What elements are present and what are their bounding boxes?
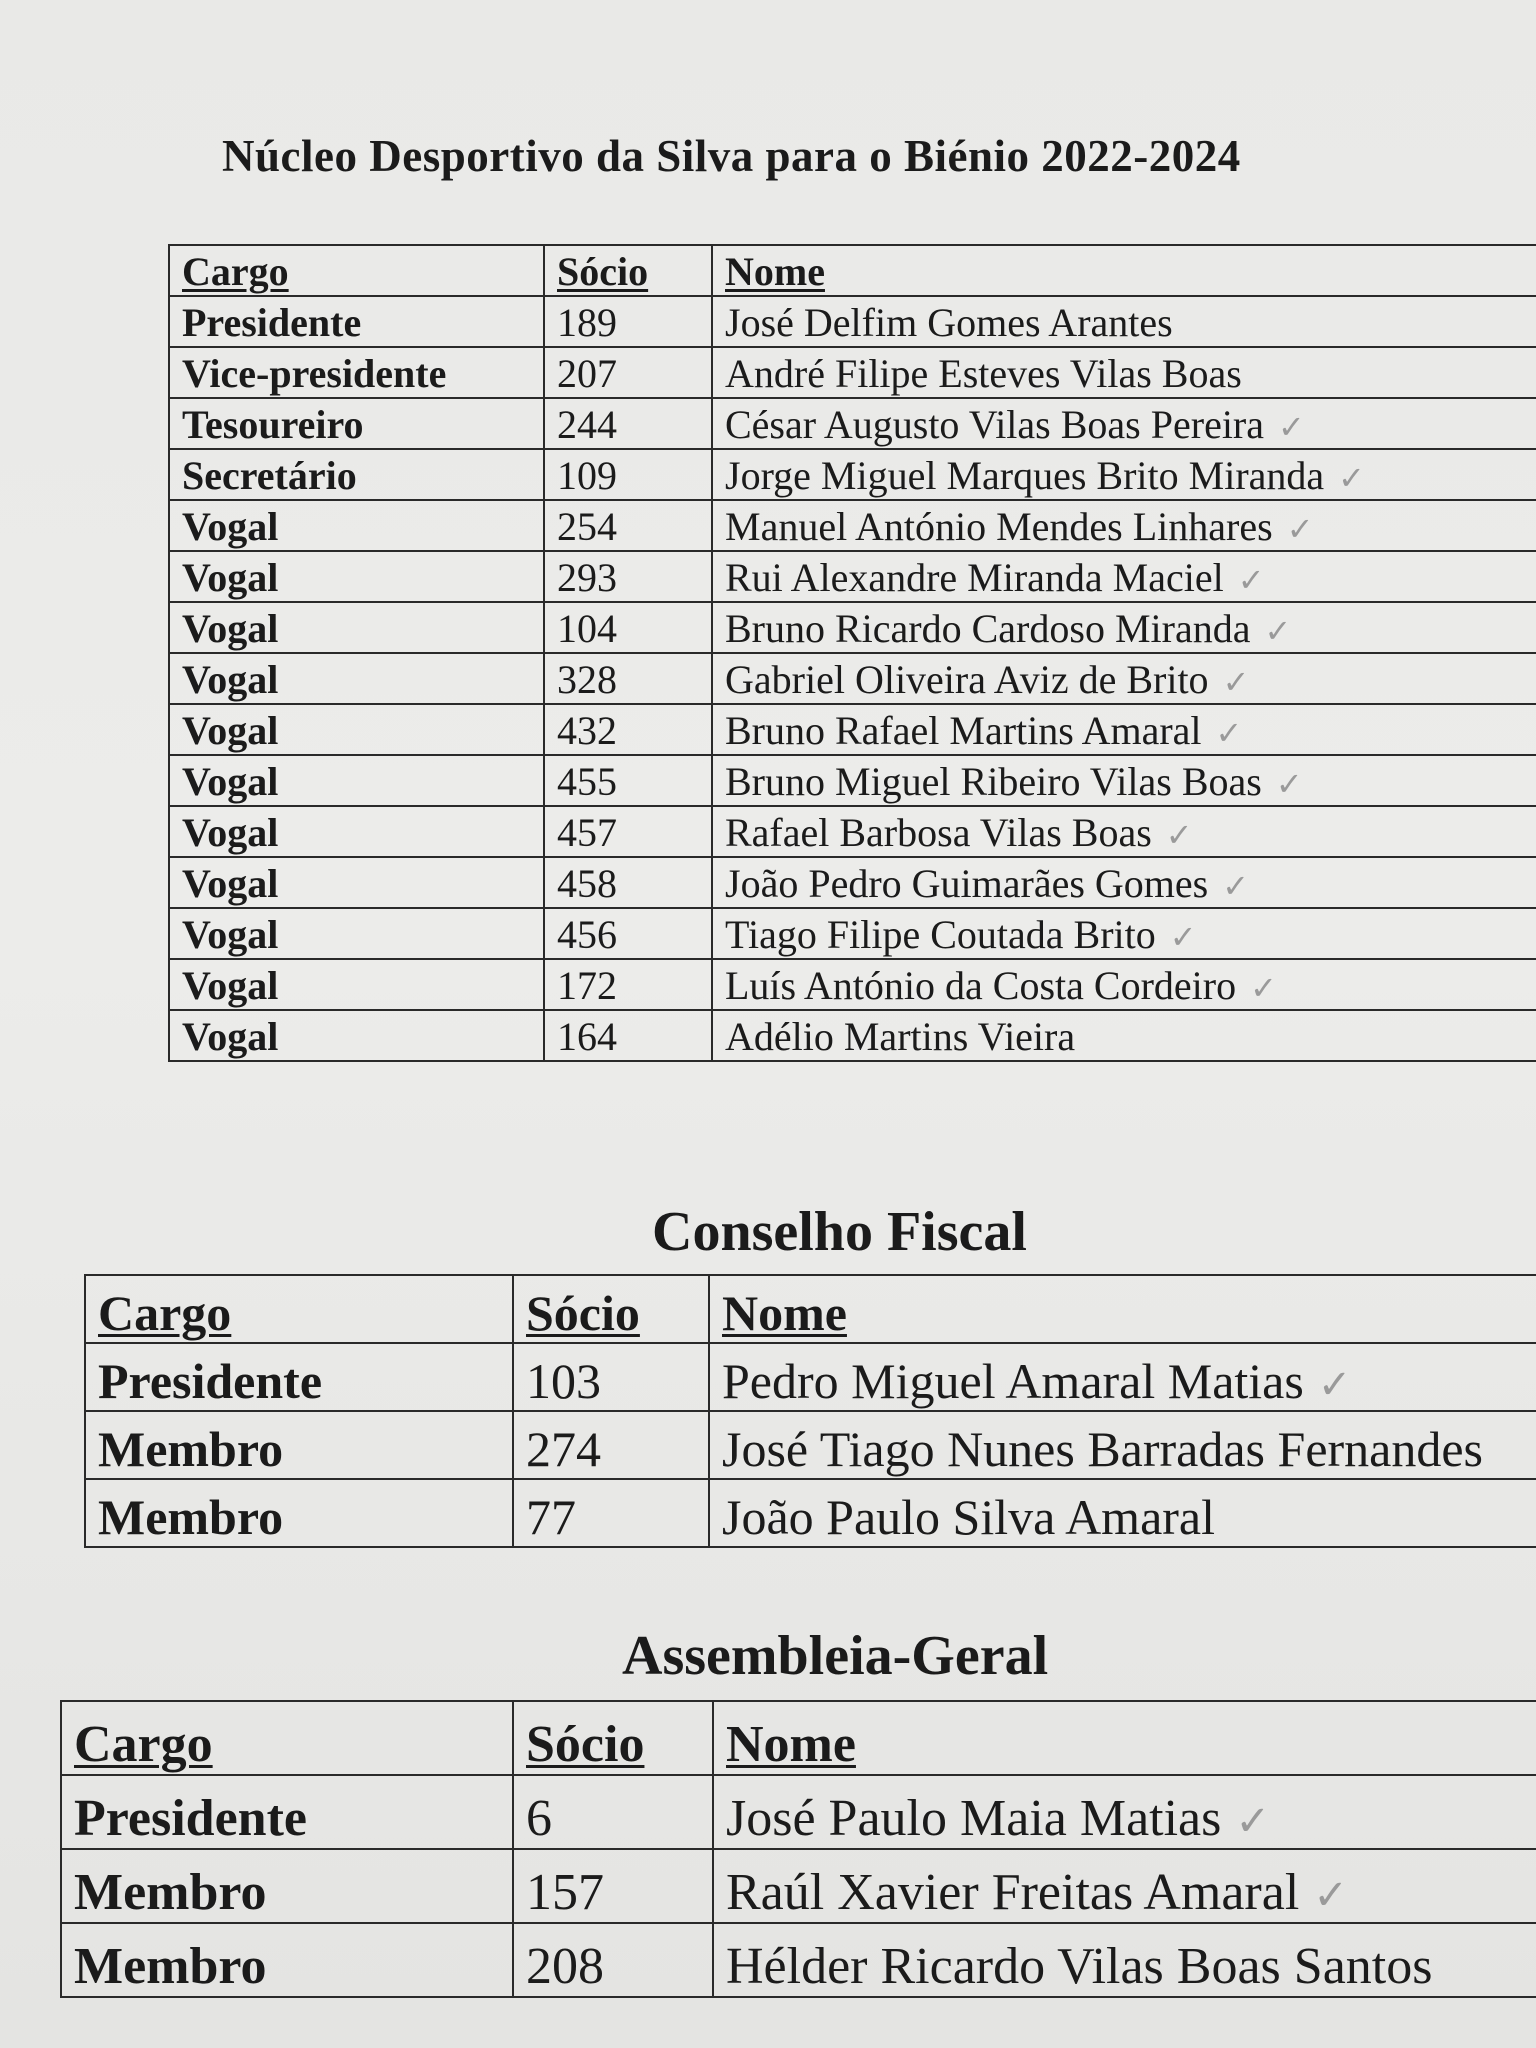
cell-socio: 77 bbox=[513, 1479, 709, 1547]
cell-nome bbox=[712, 296, 1536, 347]
cell-nome bbox=[713, 1849, 1536, 1923]
cell-nome bbox=[712, 806, 1536, 857]
table-row bbox=[85, 1343, 1536, 1411]
check-mark-icon: ✓ bbox=[1169, 918, 1197, 956]
nome-text: Raúl Xavier Freitas Amaral bbox=[726, 1864, 1300, 1921]
cell-socio: 293 bbox=[544, 551, 712, 602]
table-row bbox=[169, 449, 1536, 500]
cell-socio: 254 bbox=[544, 500, 712, 551]
cell-nome bbox=[712, 908, 1536, 959]
cell-cargo: Vogal bbox=[169, 704, 544, 755]
cell-nome bbox=[712, 347, 1536, 398]
cell-nome bbox=[712, 704, 1536, 755]
cell-cargo: Vogal bbox=[169, 857, 544, 908]
header-nome: Nome bbox=[709, 1275, 1536, 1343]
check-mark-icon: ✓ bbox=[1264, 612, 1292, 650]
cell-cargo: Tesoureiro bbox=[169, 398, 544, 449]
check-mark-icon: ✓ bbox=[1250, 969, 1277, 1007]
cell-cargo: Vogal bbox=[169, 602, 544, 653]
cell-nome bbox=[709, 1411, 1536, 1479]
header-socio: Sócio bbox=[513, 1701, 713, 1775]
table-row bbox=[169, 959, 1536, 1010]
cell-socio: 208 bbox=[513, 1923, 713, 1997]
table-header-row bbox=[61, 1701, 1536, 1775]
nome-text: César Augusto Vilas Boas Pereira bbox=[725, 402, 1265, 447]
header-nome: Nome bbox=[712, 245, 1536, 296]
cell-socio: 157 bbox=[513, 1849, 713, 1923]
cell-socio: 189 bbox=[544, 296, 712, 347]
cell-nome bbox=[712, 1010, 1536, 1061]
table-row bbox=[169, 551, 1536, 602]
cell-cargo: Presidente bbox=[169, 296, 544, 347]
cell-cargo: Vogal bbox=[169, 908, 544, 959]
check-mark-icon: ✓ bbox=[1317, 1362, 1352, 1408]
table-row bbox=[61, 1923, 1536, 1997]
check-mark-icon: ✓ bbox=[1275, 765, 1303, 803]
table-row bbox=[61, 1775, 1536, 1849]
nome-text: Bruno Miguel Ribeiro Vilas Boas bbox=[725, 759, 1262, 804]
table-row bbox=[169, 500, 1536, 551]
cell-nome bbox=[712, 653, 1536, 704]
nome-text: João Paulo Silva Amaral bbox=[722, 1489, 1215, 1545]
check-mark-icon: ✓ bbox=[1235, 1796, 1271, 1845]
table-row bbox=[169, 704, 1536, 755]
nome-text: Rui Alexandre Miranda Maciel bbox=[725, 555, 1224, 600]
cell-cargo: Membro bbox=[61, 1923, 513, 1997]
cell-socio: 432 bbox=[544, 704, 712, 755]
cell-nome bbox=[712, 398, 1536, 449]
nome-text: Gabriel Oliveira Aviz de Brito bbox=[725, 657, 1209, 702]
check-mark-icon: ✓ bbox=[1338, 459, 1365, 497]
cell-nome bbox=[709, 1479, 1536, 1547]
table-row bbox=[85, 1411, 1536, 1479]
table-row bbox=[169, 908, 1536, 959]
cell-socio: 207 bbox=[544, 347, 712, 398]
cell-nome bbox=[712, 449, 1536, 500]
table-row bbox=[169, 653, 1536, 704]
table-row bbox=[169, 755, 1536, 806]
table-row bbox=[169, 1010, 1536, 1061]
cell-socio: 172 bbox=[544, 959, 712, 1010]
nome-text: Pedro Miguel Amaral Matias bbox=[722, 1353, 1304, 1409]
header-socio: Sócio bbox=[513, 1275, 709, 1343]
nome-text: Jorge Miguel Marques Brito Miranda bbox=[725, 453, 1325, 498]
cell-socio: 456 bbox=[544, 908, 712, 959]
cell-socio: 457 bbox=[544, 806, 712, 857]
table-header-row bbox=[85, 1275, 1536, 1343]
cell-nome bbox=[712, 602, 1536, 653]
nome-text: José Delfim Gomes Arantes bbox=[725, 300, 1173, 345]
nome-text: Rafael Barbosa Vilas Boas bbox=[725, 810, 1152, 855]
check-mark-icon: ✓ bbox=[1222, 663, 1250, 701]
cell-nome bbox=[712, 755, 1536, 806]
cell-cargo: Vogal bbox=[169, 1010, 544, 1061]
cell-cargo: Vice-presidente bbox=[169, 347, 544, 398]
check-mark-icon: ✓ bbox=[1165, 816, 1193, 854]
header-socio: Sócio bbox=[544, 245, 712, 296]
nome-text: Hélder Ricardo Vilas Boas Santos bbox=[726, 1938, 1433, 1995]
conselho-fiscal-table-body bbox=[85, 1275, 1536, 1547]
assembleia-geral-table-body bbox=[61, 1701, 1536, 1997]
cell-nome bbox=[713, 1775, 1536, 1849]
board-table bbox=[168, 244, 1536, 1062]
nome-text: Bruno Rafael Martins Amaral bbox=[725, 708, 1202, 753]
cell-cargo: Presidente bbox=[85, 1343, 513, 1411]
nome-text: André Filipe Esteves Vilas Boas bbox=[725, 351, 1242, 396]
cell-nome bbox=[712, 500, 1536, 551]
nome-text: Bruno Ricardo Cardoso Miranda bbox=[725, 606, 1251, 651]
table-row bbox=[169, 398, 1536, 449]
check-mark-icon: ✓ bbox=[1215, 714, 1243, 752]
board-table-body bbox=[169, 245, 1536, 1061]
table-row bbox=[169, 347, 1536, 398]
check-mark-icon: ✓ bbox=[1278, 408, 1305, 446]
assembleia-geral-table bbox=[60, 1700, 1536, 1998]
nome-text: Luís António da Costa Cordeiro bbox=[725, 963, 1237, 1008]
cell-socio: 244 bbox=[544, 398, 712, 449]
cell-cargo: Vogal bbox=[169, 959, 544, 1010]
document-title: Núcleo Desportivo da Silva para o Biénio 2022-2024 bbox=[222, 131, 1241, 181]
cell-cargo: Presidente bbox=[61, 1775, 513, 1849]
section-title-assembleia-geral: Assembleia-Geral bbox=[622, 1625, 1049, 1687]
cell-socio: 328 bbox=[544, 653, 712, 704]
table-row bbox=[61, 1849, 1536, 1923]
cell-cargo: Membro bbox=[85, 1411, 513, 1479]
cell-nome bbox=[712, 959, 1536, 1010]
cell-socio: 103 bbox=[513, 1343, 709, 1411]
cell-socio: 458 bbox=[544, 857, 712, 908]
table-row bbox=[169, 806, 1536, 857]
conselho-fiscal-table bbox=[84, 1274, 1536, 1548]
check-mark-icon: ✓ bbox=[1237, 561, 1265, 599]
table-row bbox=[169, 857, 1536, 908]
cell-socio: 164 bbox=[544, 1010, 712, 1061]
cell-cargo: Membro bbox=[61, 1849, 513, 1923]
nome-text: Tiago Filipe Coutada Brito bbox=[725, 912, 1156, 957]
nome-text: José Paulo Maia Matias bbox=[726, 1790, 1222, 1847]
cell-socio: 109 bbox=[544, 449, 712, 500]
nome-text: Manuel António Mendes Linhares bbox=[725, 504, 1273, 549]
cell-nome bbox=[712, 551, 1536, 602]
cell-cargo: Secretário bbox=[169, 449, 544, 500]
cell-cargo: Vogal bbox=[169, 551, 544, 602]
cell-cargo: Vogal bbox=[169, 755, 544, 806]
header-cargo: Cargo bbox=[169, 245, 544, 296]
cell-cargo: Vogal bbox=[169, 653, 544, 704]
header-cargo: Cargo bbox=[85, 1275, 513, 1343]
check-mark-icon: ✓ bbox=[1313, 1870, 1349, 1919]
check-mark-icon: ✓ bbox=[1286, 510, 1314, 548]
cell-socio: 455 bbox=[544, 755, 712, 806]
cell-nome bbox=[712, 857, 1536, 908]
cell-socio: 274 bbox=[513, 1411, 709, 1479]
header-cargo: Cargo bbox=[61, 1701, 513, 1775]
cell-cargo: Vogal bbox=[169, 806, 544, 857]
table-header-row bbox=[169, 245, 1536, 296]
check-mark-icon: ✓ bbox=[1222, 867, 1250, 905]
cell-socio: 6 bbox=[513, 1775, 713, 1849]
nome-text: Adélio Martins Vieira bbox=[725, 1014, 1076, 1059]
table-row bbox=[169, 602, 1536, 653]
nome-text: João Pedro Guimarães Gomes bbox=[725, 861, 1209, 906]
header-nome: Nome bbox=[713, 1701, 1536, 1775]
cell-nome bbox=[709, 1343, 1536, 1411]
section-title-conselho-fiscal: Conselho Fiscal bbox=[652, 1201, 1027, 1263]
cell-cargo: Vogal bbox=[169, 500, 544, 551]
cell-cargo: Membro bbox=[85, 1479, 513, 1547]
table-row bbox=[169, 296, 1536, 347]
cell-socio: 104 bbox=[544, 602, 712, 653]
nome-text: José Tiago Nunes Barradas Fernandes bbox=[722, 1421, 1484, 1477]
cell-nome bbox=[713, 1923, 1536, 1997]
table-row bbox=[85, 1479, 1536, 1547]
